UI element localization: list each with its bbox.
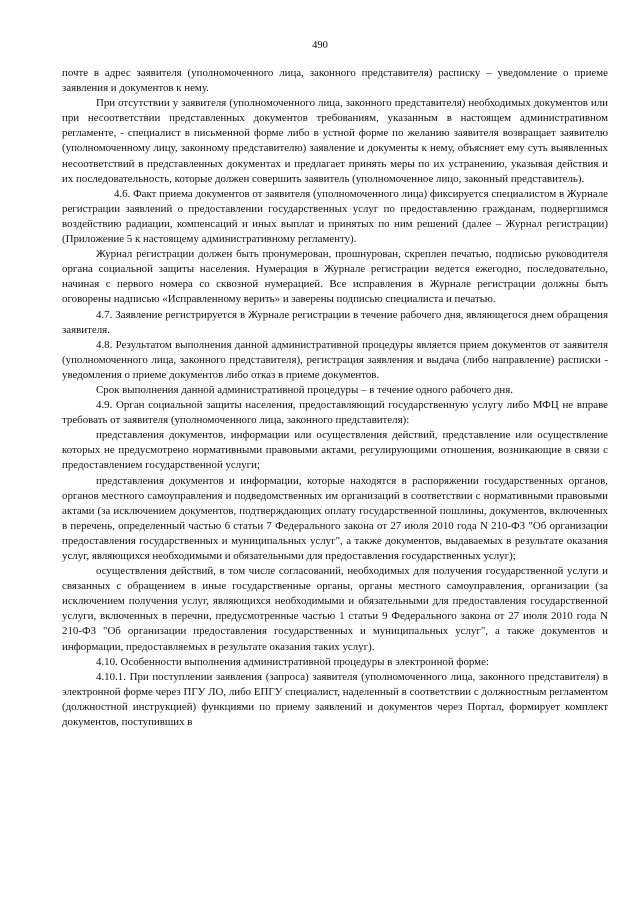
paragraph: 4.9. Орган социальной защиты населения, предоставляющий государственную услугу либо МФЦ не вправе требовать от заявителя (уполномоченного лица, законного представителя): [62,399,608,427]
paragraph: 4.7. Заявление регистрируется в Журнале регистрации в течение рабочего дня, являющегося днем обращения заявителя. [62,308,608,336]
paragraph: Срок выполнения данной административной процедуры – в течение одного рабочего дня. [96,383,513,396]
paragraph: почте в адрес заявителя (уполномоченного лица, законного представителя) расписку – уведомление о приеме заявления и документов к нему. [62,67,608,95]
paragraph: 4.8. Результатом выполнения данной административной процедуры является прием документов от заявителя (уполномоченного лица, законного представителя), регистрация заявления и выдача (либо направление) расписки - уведомления о приеме документов либо отказ в приеме документов. [62,338,608,381]
paragraph: представления документов и информации, которые находятся в распоряжении государственных органов, органов местного самоуправления и подведомственных им организаций в соответствии с нормативными правовыми актами (за исключением документов, подтверждающих оплату государственной пошлины, документов, включенных в перечень, определенный частью 6 статьи 7 Федерального закона от 27 июля 2010 года N 210-ФЗ "Об организации предоставления государственных и муниципальных услуг", а также документов, выдаваемых в результате оказания услуг, являющихся необходимыми и обязательными для предоставления государственных услуг); [62,474,608,562]
paragraph: представления документов, информации или осуществления действий, представление или осуществление которых не предусмотрено нормативными правовыми актами, регулирующими отношения, возникающие в связи с предоставлением государственной услуги; [62,429,608,472]
paragraph: При отсутствии у заявителя (уполномоченного лица, законного представителя) необходимых документов или при несоответствии представленных документов требованиям, указанным в настоящем административном регламенте, - специалист в письменной форме либо в устной форме по желанию заявителя возвращает заявителю (уполномоченному лицу, законному представителю) заявление и документы к нему, объясняет ему суть выявленных несоответствий в представленных документах и предлагает принять меры по их устранению, указывая действия и их последовательность, которые должен совершить заявитель (уполномоченное лицо, законный представитель). [62,97,608,185]
document-body [62,66,608,730]
paragraph: 4.10.1. При поступлении заявления (запроса) заявителя (уполномоченного лица, законного представителя) в электронной форме через ПГУ ЛО, либо ЕПГУ специалист, наделенный в соответствии с должностным регламентом (должностной инструкцией) функциями по приему заявлений и документов через Портал, формирует комплект документов, поступивших в [62,670,608,729]
paragraph: осуществления действий, в том числе согласований, необходимых для получения государственной услуги и связанных с обращением в иные государственные органы, органы местного самоуправления, организации (за исключением получения услуг, являющихся необходимыми и обязательными для предоставления государственной услуги, включенных в перечни, предусмотренные частью 1 статьи 9 Федерального закона от 27 июля 2010 года N 210-ФЗ "Об организации предоставления государственных и муниципальных услуг", а также документов и информации, предоставляемых в результате оказания таких услуг). [62,565,608,653]
page-number: 490 [312,40,328,51]
paragraph: Журнал регистрации должен быть пронумерован, прошнурован, скреплен печатью, подписью руководителя органа социальной защиты населения. Нумерация в Журнале регистрации ведется ежегодно, последовательно, начиная с первого номера со сквозной нумерацией. Все исправления в Журнале регистрации должны быть оговорены надписью «Исправленному верить» и заверены подписью специалиста и печатью. [62,248,608,306]
paragraph: 4.6. Факт приема документов от заявителя (уполномоченного лица) фиксируется специалистом в Журнале регистрации заявлений о предоставлении государственных услуг по предоставлению гражданам, подвергшимся воздействию радиации, компенсаций и иных выплат и принятых по ним решений (далее – Журнал регистрации) (Приложение 5 к настоящему административному регламенту). [62,187,608,246]
paragraph: 4.10. Особенности выполнения административной процедуры в электронной форме: [96,655,489,668]
